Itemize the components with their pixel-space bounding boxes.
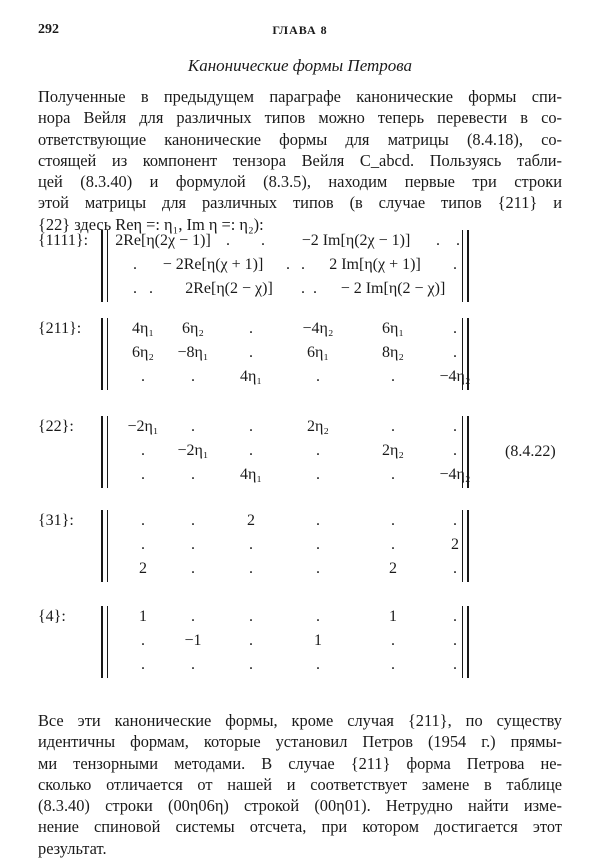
matrix-cell: . (249, 536, 253, 553)
text-line: нора Вейля для различных типов можно теперь перевести в со- (38, 108, 562, 128)
matrix-cell: . (453, 560, 457, 577)
matrix-cell: . (453, 512, 457, 529)
matrix-cell: 2Re[η(2 − χ)] (185, 280, 273, 297)
matrix-cell: 1 (139, 608, 147, 625)
matrix-cell: 6η₂ (182, 320, 204, 337)
matrix-cell: 2 (389, 560, 397, 577)
matrix-cell: −4η₂ (439, 466, 471, 483)
matrix-cell: . (313, 280, 317, 297)
matrix-cell: . (456, 232, 460, 249)
matrix-cell: . (316, 536, 320, 553)
matrix-cell: . (149, 280, 153, 297)
matrix-cell: . (316, 656, 320, 673)
matrix-cell: 4η₁ (132, 320, 154, 337)
text-line: ми тензорными методами. В случае {211} форма Петрова не- (38, 753, 562, 773)
matrix-cell: . (141, 442, 145, 459)
matrix (101, 230, 469, 302)
matrix-row (103, 558, 467, 582)
matrix-label: {22}: (38, 418, 74, 435)
matrix-cell: . (141, 656, 145, 673)
matrix-cell: . (316, 608, 320, 625)
text-line: (8.3.40) строки (00η06η) строкой (00η01). Нетрудно найти изме- (38, 796, 562, 816)
matrix-cell: . (261, 232, 265, 249)
running-head: ГЛАВА 8 (272, 23, 328, 37)
matrix-cell: . (453, 418, 457, 435)
matrix-cell: . (141, 368, 145, 385)
matrix-cell: . (249, 344, 253, 361)
matrix-cell: . (249, 632, 253, 649)
matrix-cell: . (191, 512, 195, 529)
matrix-cell: . (391, 656, 395, 673)
matrix-cell: . (249, 608, 253, 625)
matrix-cell: 2 Im[η(χ + 1)] (329, 256, 421, 273)
text-line: результат. (38, 838, 107, 858)
matrix-cell: 4η₁ (240, 368, 262, 385)
matrix-cell: . (141, 536, 145, 553)
matrix-row (103, 416, 467, 440)
matrix-cell: . (316, 512, 320, 529)
matrix-cell: . (453, 256, 457, 273)
matrix-label: {211}: (38, 320, 82, 337)
matrix-cell: 2Re[η(2χ − 1)] (115, 232, 211, 249)
matrix-cell: . (316, 560, 320, 577)
matrix-cell: 6η₂ (132, 344, 154, 361)
matrix-cell: . (191, 608, 195, 625)
matrix-cell: 2 (139, 560, 147, 577)
matrix-row (103, 366, 471, 390)
matrix-cell: . (191, 560, 195, 577)
matrix-cell: −2η₁ (127, 418, 159, 435)
matrix-cell: . (453, 344, 457, 361)
matrix-cell: 2η₂ (307, 418, 329, 435)
matrix-label: {4}: (38, 608, 66, 625)
matrix-cell: . (301, 280, 305, 297)
matrix-cell: −4η₂ (439, 368, 471, 385)
matrix-cell: 8η₂ (382, 344, 404, 361)
matrix-row (103, 510, 467, 534)
matrix-cell: . (316, 442, 320, 459)
matrix-cell: 2 (247, 512, 255, 529)
matrix-cell: . (249, 418, 253, 435)
matrix-cell: . (133, 256, 137, 273)
text-line: ответствующие канонические формы для матрицы (8.4.18), со- (38, 129, 562, 149)
matrix-cell: − 2 Im[η(2 − χ)] (340, 280, 446, 297)
matrix-cell: . (286, 256, 290, 273)
matrix-cell: . (436, 232, 440, 249)
matrix-row (103, 630, 467, 654)
matrix-cell: . (249, 656, 253, 673)
matrix (101, 510, 469, 582)
matrix-cell: . (141, 632, 145, 649)
matrix-cell: −1 (184, 632, 202, 649)
matrix-cell: . (391, 418, 395, 435)
matrix-row (103, 230, 467, 254)
matrix-cell: . (191, 418, 195, 435)
text-line: нение спиновой системы отсчета, при котором достигается этот (38, 817, 562, 837)
text-line: Полученные в предыдущем параграфе канонические формы спи- (38, 87, 562, 106)
matrix-cell: 4η₁ (240, 466, 262, 483)
intro-paragraph (38, 86, 562, 235)
matrix-cell: 2η₂ (382, 442, 404, 459)
matrix-cell: . (391, 368, 395, 385)
matrix-cell: 2 (451, 536, 459, 553)
matrix-cell: . (301, 256, 305, 273)
matrix-cell: . (141, 466, 145, 483)
matrix (101, 416, 469, 488)
matrix-row (103, 278, 467, 302)
matrix-cell: . (141, 512, 145, 529)
matrix-cell: 1 (314, 632, 322, 649)
matrix-cell: . (453, 320, 457, 337)
matrix-row (103, 254, 467, 278)
matrix-cell: . (391, 512, 395, 529)
matrix-cell: . (249, 442, 253, 459)
page-header (38, 22, 562, 42)
matrix-cell: −2η₁ (177, 442, 209, 459)
matrix-cell: 1 (389, 608, 397, 625)
text-line: идентичны формам, которые установил Петров (1954 г.) прямы- (38, 732, 562, 752)
matrix-cell: −2 Im[η(2χ − 1)] (301, 232, 411, 249)
matrix-row (103, 464, 471, 488)
matrix (101, 318, 469, 390)
matrix (101, 606, 469, 678)
matrix-cell: . (133, 280, 137, 297)
matrix-cell: . (191, 656, 195, 673)
text-line: цей (8.3.40) и формулой (8.3.5), находим первые три строки (38, 172, 562, 192)
matrix-cell: . (249, 560, 253, 577)
matrix-cell: . (391, 536, 395, 553)
text-line: стоящей из компонент тензора Вейля C_abcd. Пользуясь табли- (38, 150, 562, 170)
matrix-row (103, 440, 467, 464)
matrix-cell: . (453, 632, 457, 649)
matrix-cell: . (453, 656, 457, 673)
section-title: Канонические формы Петрова (187, 56, 413, 75)
matrix-cell: −8η₁ (177, 344, 209, 361)
matrix-label: {31}: (38, 512, 74, 529)
text-line: этой матрицы для различных типов (в случае типов {211} и (38, 193, 562, 213)
matrix-cell: . (453, 608, 457, 625)
text-line: {22} здесь Reη =: η₁, Im η =: η₂): (38, 214, 264, 234)
page-number: 292 (38, 22, 59, 37)
text-line: сколько отличается от нашей и соответствует замене в таблице (38, 774, 562, 794)
matrix-cell: . (316, 368, 320, 385)
matrix-cell: . (191, 466, 195, 483)
matrix-cell: . (191, 536, 195, 553)
matrix-cell: . (391, 466, 395, 483)
text-line: Все эти канонические формы, кроме случая {211}, по существу (38, 711, 562, 730)
matrix-cell: − 2Re[η(χ + 1)] (162, 256, 264, 273)
matrix-row (103, 606, 467, 630)
matrix-row (103, 654, 467, 678)
closing-paragraph (38, 710, 562, 859)
matrix-cell: . (249, 320, 253, 337)
matrix-label: {1111}: (38, 232, 89, 249)
matrix-cell: . (316, 466, 320, 483)
matrix-cell: . (191, 368, 195, 385)
matrix-cell: . (453, 442, 457, 459)
matrix-row (103, 318, 467, 342)
matrix-cell: 6η₁ (382, 320, 404, 337)
matrix-row (103, 342, 467, 366)
equation-number: (8.4.22) (505, 443, 556, 460)
matrix-cell: . (226, 232, 230, 249)
matrix-cell: 6η₁ (307, 344, 329, 361)
matrix-cell: −4η₂ (302, 320, 334, 337)
matrix-cell: . (391, 632, 395, 649)
matrix-row (103, 534, 467, 558)
